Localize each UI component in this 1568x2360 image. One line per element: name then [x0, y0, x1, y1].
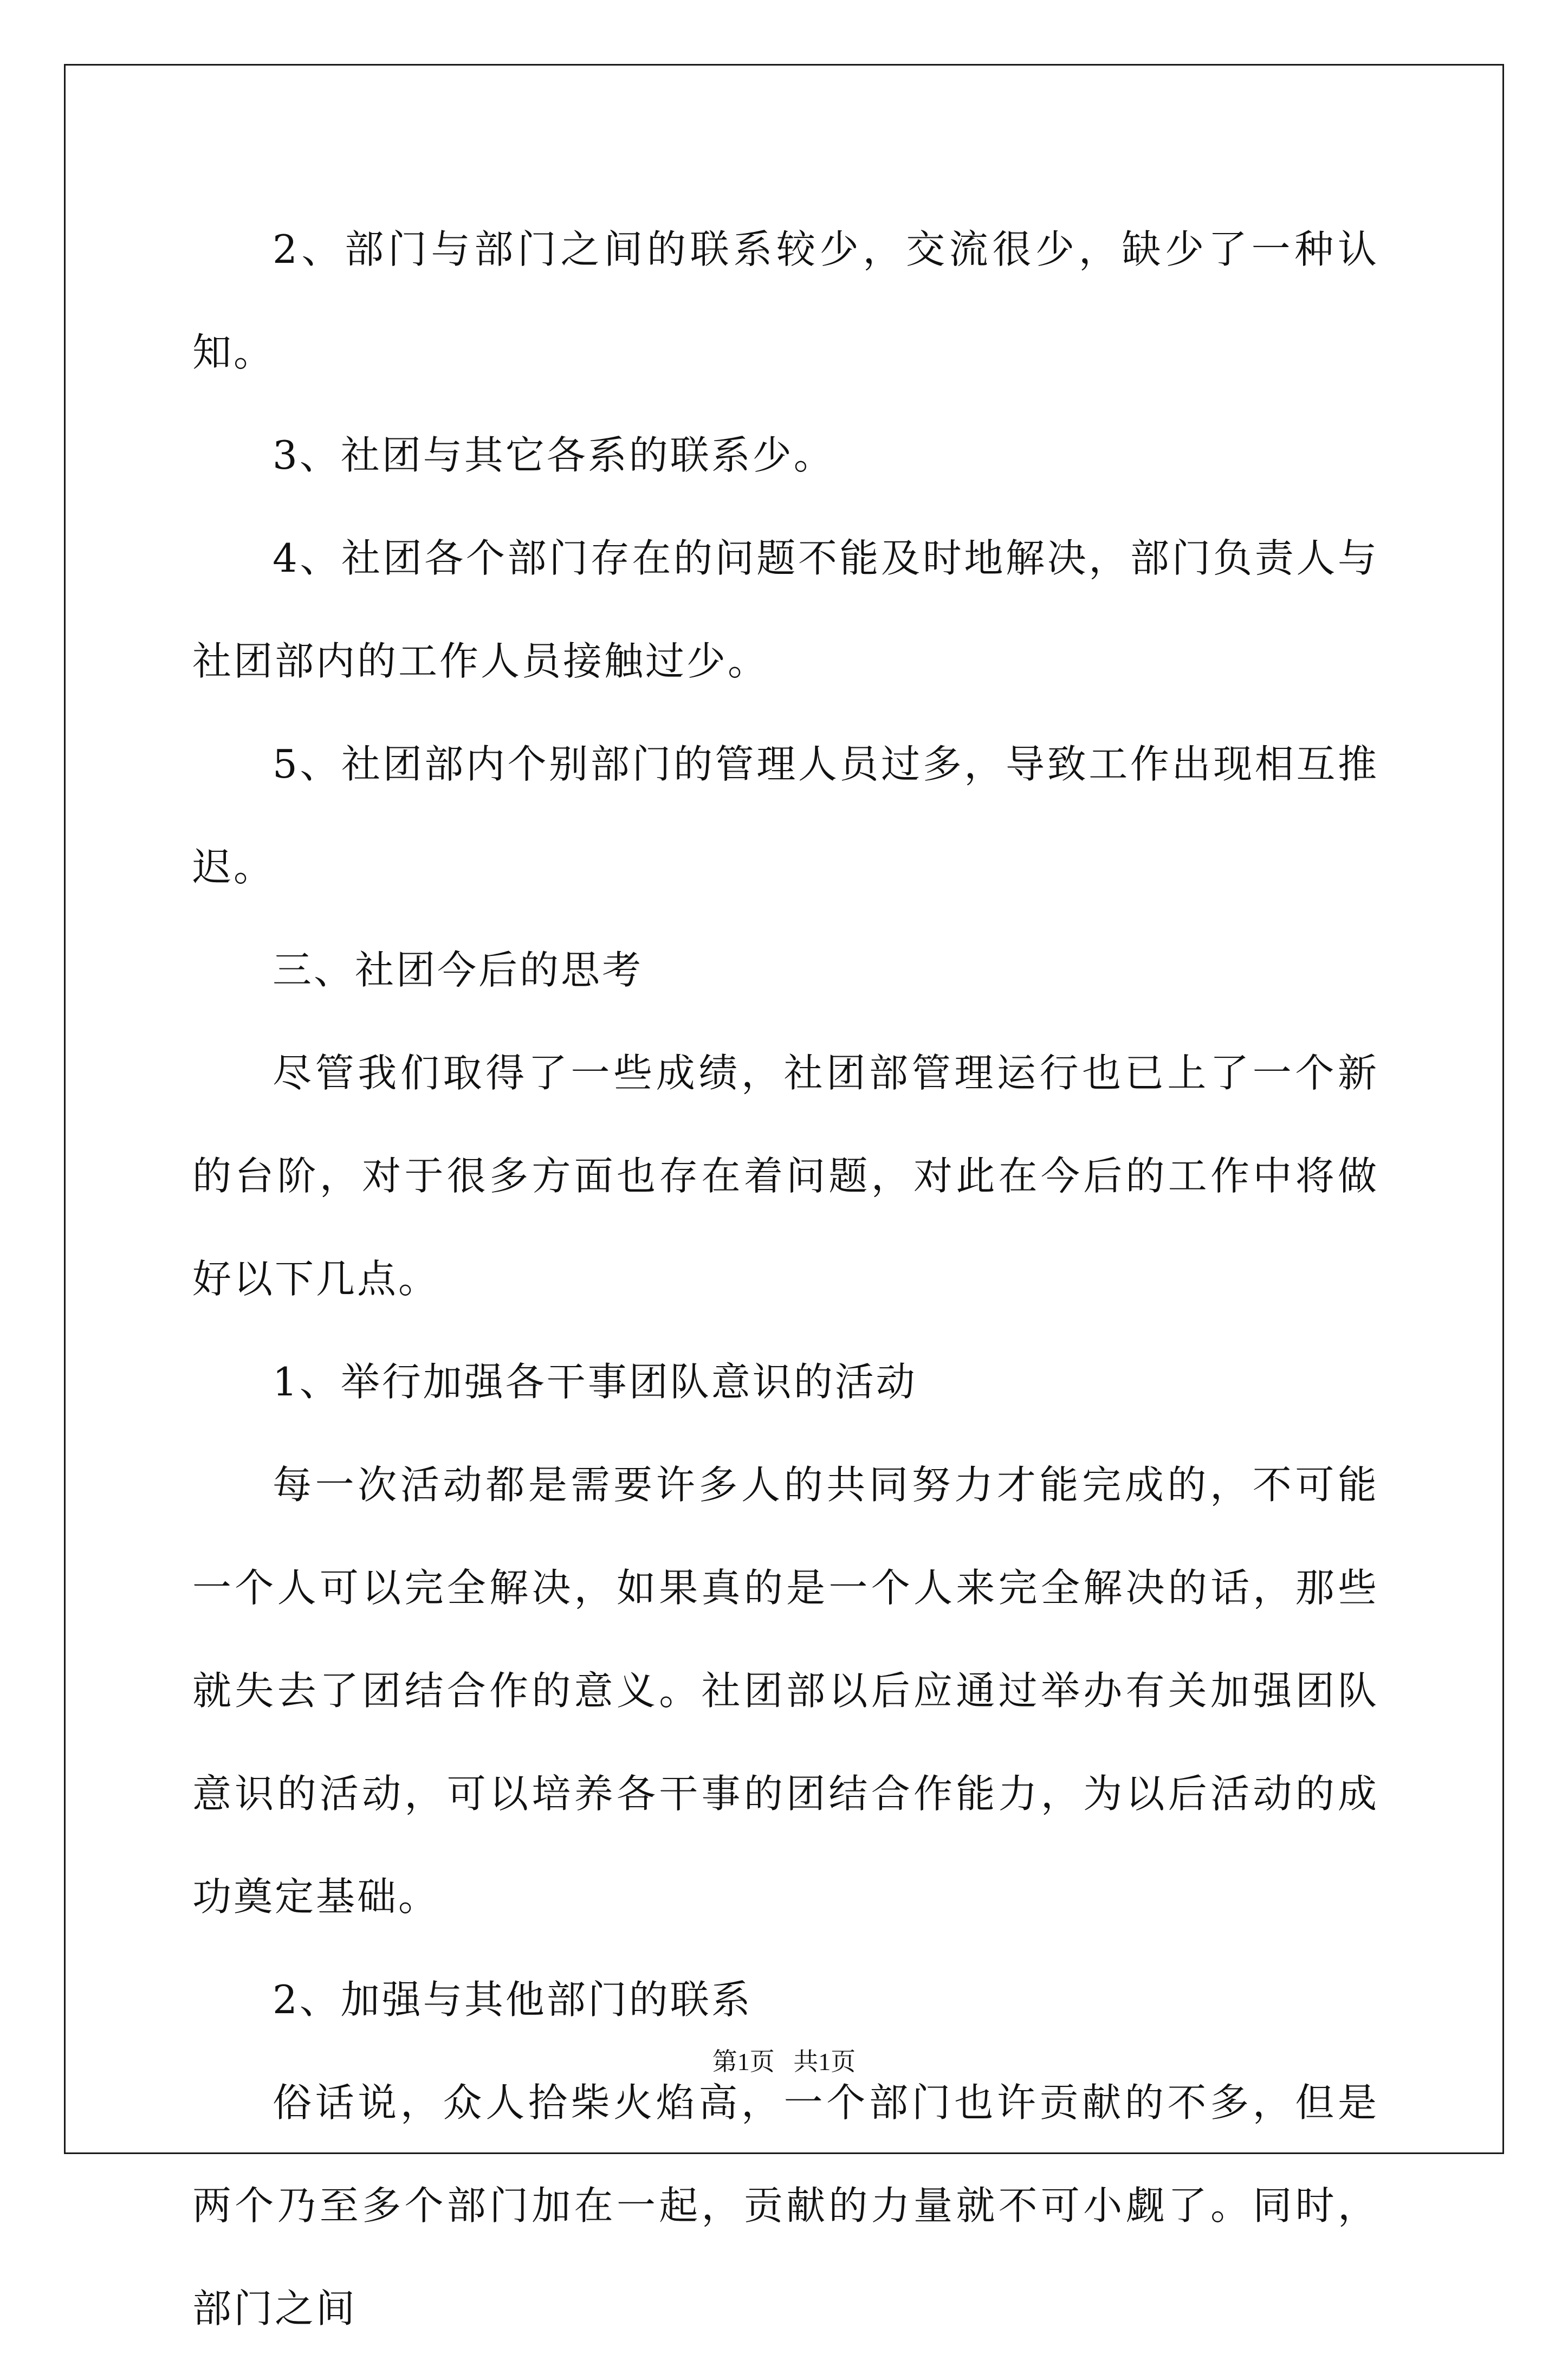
paragraph: 5、社团部内个别部门的管理人员过多，导致工作出现相互推迟。	[192, 741, 1379, 890]
paragraph: 每一次活动都是需要许多人的共同努力才能完成的，不可能一个人可以完全解决，如果真的是一个人来完全解决的话，那些就失去了团结合作的意义。社团部以后应通过举办有关加强团队意识的活动，可以培养各干事的团结合作能力，为以后活动的成功奠定基础。	[192, 1462, 1379, 1919]
page-number-footer: 第1页 共1页	[712, 2048, 856, 2075]
subsection-heading: 1、举行加强各干事团队意识的活动	[273, 1359, 917, 1405]
subsection-heading: 2、加强与其他部门的联系	[273, 1977, 753, 2022]
paragraph: 2、部门与部门之间的联系较少，交流很少，缺少了一种认知。	[192, 227, 1379, 375]
paragraph: 4、社团各个部门存在的问题不能及时地解决，部门负责人与社团部内的工作人员接触过少。	[192, 535, 1379, 684]
paragraph: 俗话说，众人拾柴火焰高，一个部门也许贡献的不多，但是两个乃至多个部门加在一起，贡献的力量就不可小觑了。同时，部门之间	[192, 2080, 1379, 2331]
section-heading: 三、社团今后的思考	[273, 947, 644, 993]
paragraph: 3、社团与其它各系的联系少。	[273, 432, 835, 478]
document-body	[192, 198, 1379, 2360]
paragraph: 尽管我们取得了一些成绩，社团部管理运行也已上了一个新的台阶，对于很多方面也存在着问题，对此在今后的工作中将做好以下几点。	[192, 1050, 1379, 1302]
